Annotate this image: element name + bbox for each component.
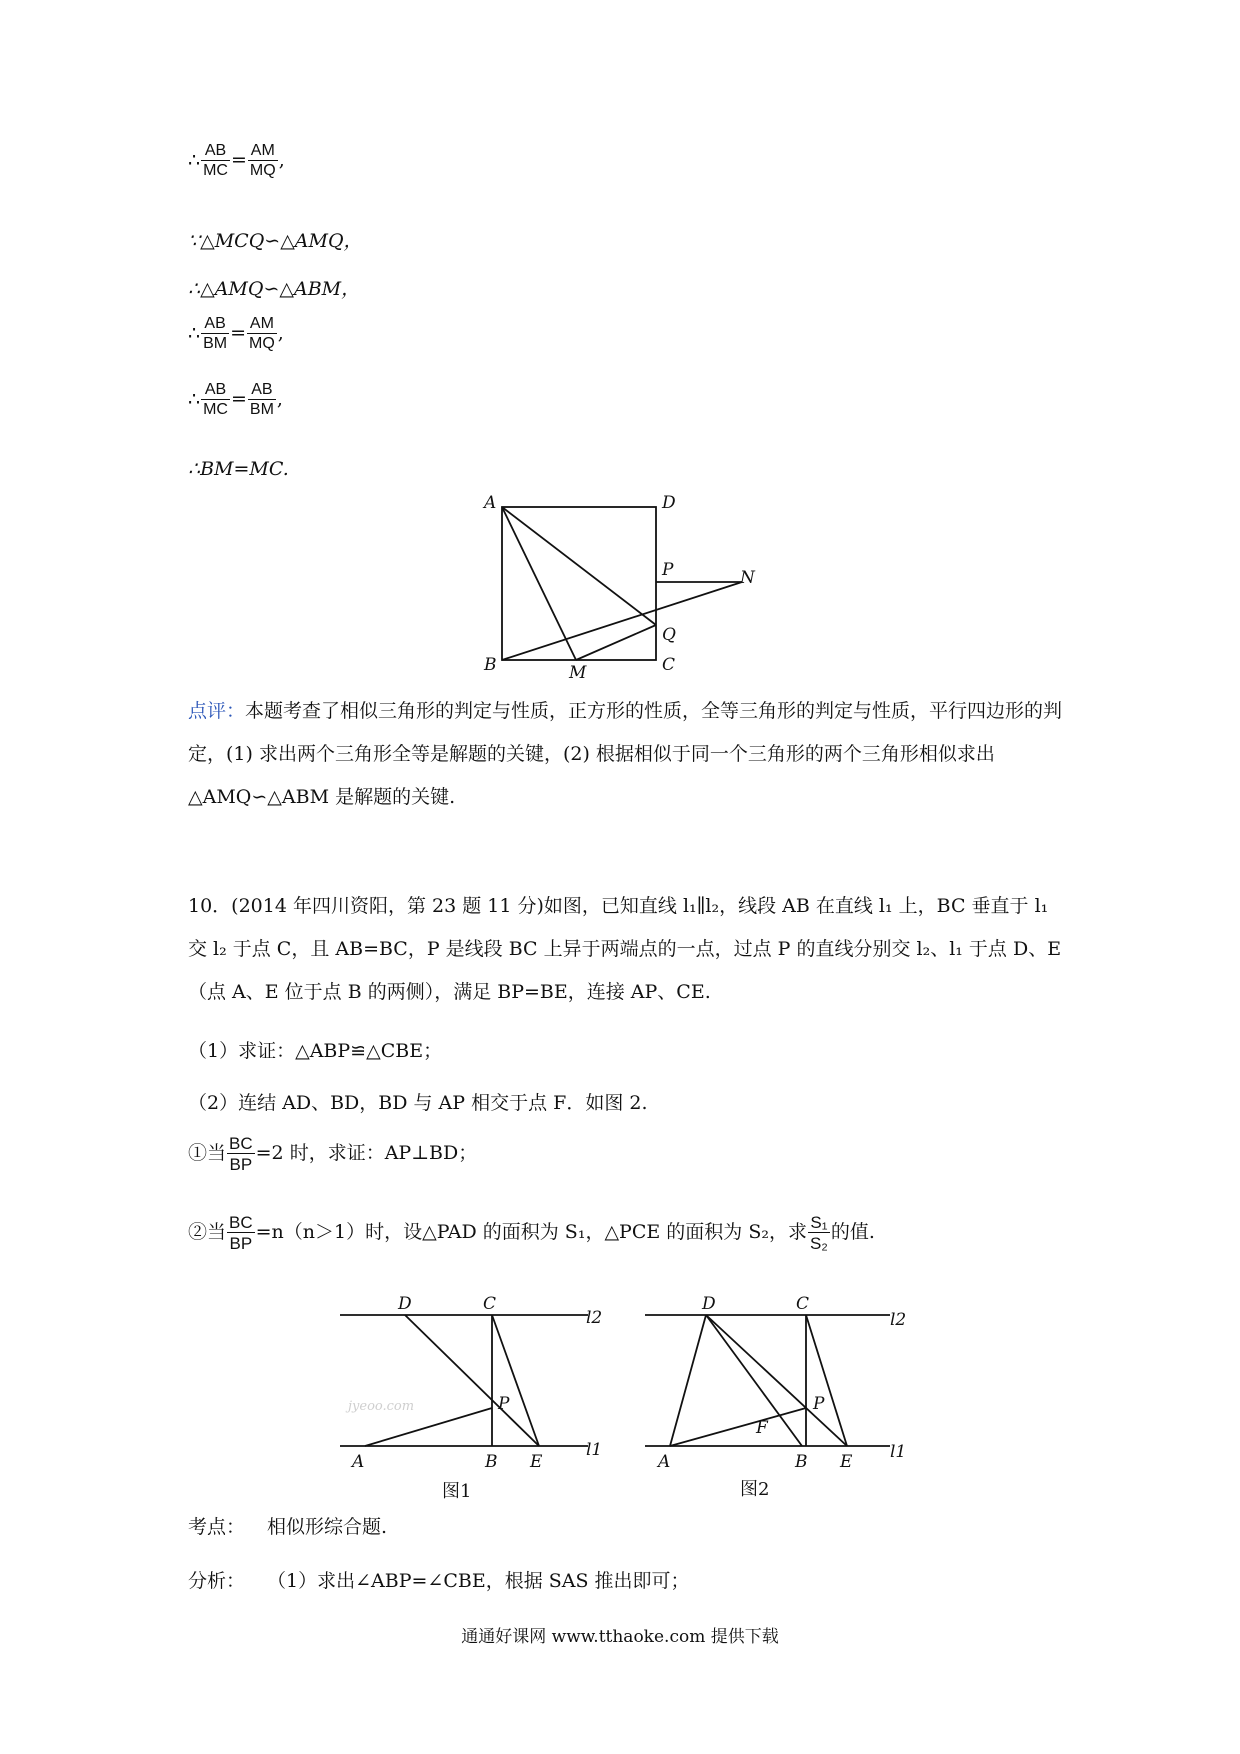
fenxi-text: （1）求出∠ABP=∠CBE，根据 SAS 推出即可； (267, 1570, 690, 1592)
comment-paragraph (188, 690, 1068, 819)
square-figure (470, 490, 770, 680)
caption-figure-1: 图1 (442, 1481, 472, 1502)
fenxi-line (188, 1572, 690, 1591)
label-l2: l2 (890, 1310, 907, 1330)
fraction: $\frac{AB}{BM}$ (249, 381, 274, 418)
label-e: E (530, 1452, 543, 1472)
label-m: M (569, 663, 587, 680)
comment-text: 本题考查了相似三角形的判定与性质，正方形的性质，全等三角形的判定与性质，平行四边形的判定，(1) 求出两个三角形全等是解题的关键，(2) 根据相似于同一个三角形的两个三角形相似求出△AMQ∽△ABM 是解题的关键. (188, 700, 1063, 808)
label-p: P (813, 1394, 825, 1414)
label-c: C (662, 655, 676, 675)
label-n: N (740, 568, 755, 588)
label-e: E (840, 1452, 853, 1472)
fraction: $\frac{BC}{BP}$ (229, 1134, 253, 1174)
kaodian-line (188, 1518, 387, 1537)
solution-line-2: ∵△MCQ∽△AMQ， (188, 230, 363, 252)
kaodian-text: 相似形综合题. (267, 1516, 388, 1538)
figure-2 (640, 1285, 930, 1520)
label-f: F (756, 1418, 768, 1438)
fraction: $\frac{AM}{MQ}$ (249, 142, 276, 179)
label-l2: l2 (586, 1308, 603, 1328)
problem-q2a: ①当 $\frac{BC}{BP}$ =2 时，求证：AP⊥BD； (188, 1134, 478, 1174)
figure-1 (330, 1285, 620, 1520)
caption-figure-2: 图2 (740, 1479, 770, 1500)
solution-line-6: ∴BM=MC. (188, 458, 289, 480)
solution-line-4: ∴ $\frac{AB}{BM}$ = $\frac{AM}{MQ}$ , (188, 315, 284, 352)
fenxi-label: 分析： (188, 1570, 246, 1592)
label-a: A (658, 1452, 671, 1472)
label-d: D (702, 1294, 716, 1314)
problem-q2: （2）连结 AD、BD，BD 与 AP 相交于点 F．如图 2. (188, 1092, 648, 1114)
solution-line-1: ∴ $\frac{AB}{MC}$ = $\frac{AM}{MQ}$ , (188, 142, 285, 179)
label-c: C (796, 1294, 810, 1314)
problem-intro: 10．(2014 年四川资阳，第 23 题 11 分)如图，已知直线 l₁∥l₂，线段 AB 在直线 l₁ 上，BC 垂直于 l₁ 交 l₂ 于点 C，且 AB=BC，P 是线段 BC 上异于两端点的一点，过点 P 的直线分别交 l₂、l₁ 于点 D、E（点 A、E 位于点 B 的两侧），满足 BP=BE，连接 AP、CE. (188, 895, 1062, 1003)
fraction: $\frac{\text{S₁}}{\text{S₂}}$ (809, 1213, 828, 1253)
label-p: P (662, 560, 674, 580)
fraction: $\frac{AM}{MQ}$ (249, 315, 275, 352)
label-d: D (398, 1294, 412, 1314)
watermark: jyeoo.com (348, 1399, 415, 1414)
fraction: $\frac{AB}{BM}$ (203, 315, 228, 352)
problem-q2b: ②当 $\frac{BC}{BP}$ =n（n＞1）时，设△PAD 的面积为 S₁，△PCE 的面积为 S₂，求 $\frac{\text{S₁}}{\text{S₂}}$ 的值. (188, 1213, 875, 1253)
comment-label: 点评： (188, 700, 246, 722)
solution-line-5: ∴ $\frac{AB}{MC}$ = $\frac{AB}{BM}$ , (188, 381, 283, 418)
square-abcd (502, 507, 656, 660)
label-a: A (352, 1452, 365, 1472)
solution-line-3: ∴△AMQ∽△ABM， (188, 278, 361, 300)
label-q: Q (662, 625, 676, 645)
label-p: P (498, 1394, 510, 1414)
problem-q1: （1）求证：△ABP≌△CBE； (188, 1040, 443, 1062)
label-a: A (484, 493, 497, 513)
fraction: $\frac{BC}{BP}$ (229, 1213, 253, 1253)
label-d: D (662, 493, 676, 513)
label-b: B (795, 1452, 808, 1472)
fraction: $\frac{AB}{MC}$ (203, 381, 228, 418)
label-c: C (483, 1294, 497, 1314)
label-b: B (484, 655, 497, 675)
label-l1: l1 (890, 1442, 907, 1462)
fraction: $\frac{AB}{MC}$ (203, 142, 228, 179)
page-footer: 通通好课网 www.tthaoke.com 提供下载 (461, 1627, 779, 1647)
kaodian-label: 考点： (188, 1516, 246, 1538)
label-l1: l1 (586, 1440, 603, 1460)
label-b: B (485, 1452, 498, 1472)
therefore-symbol: ∴ (188, 149, 201, 172)
